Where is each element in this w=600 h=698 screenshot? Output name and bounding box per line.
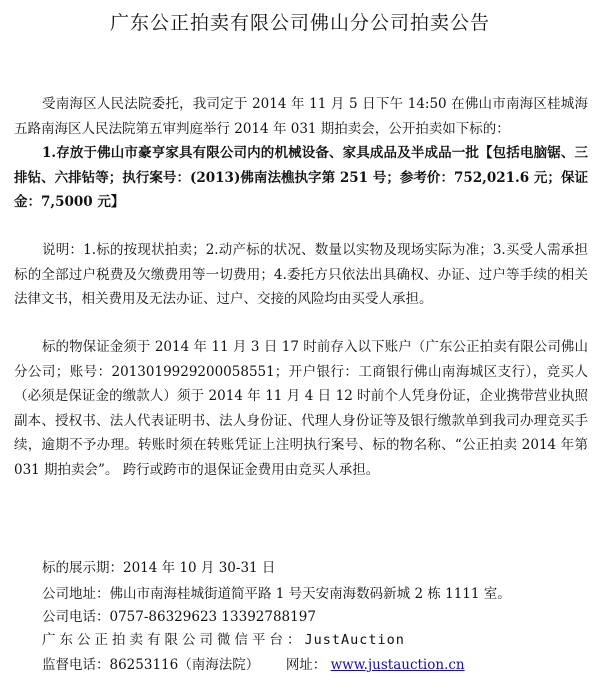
page-title: 广东公正拍卖有限公司佛山分公司拍卖公告: [109, 12, 490, 34]
exhibition-period: 标的展示期：2014 年 10 月 30-31 日: [42, 560, 276, 576]
notes-paragraph: 说明：1.标的按现状拍卖；2.动产标的状况、数量以实物及现场实际为准；3.买受人需承担标的全部过户税费及欠缴费用等一切费用；4.委托方只依法出具确权、办证、过户等手续的相关法律文书，相关费用及无法办证、过户、交接的风险均由买受人承担。: [14, 242, 588, 307]
wechat-label: 广东公正拍卖有限公司微信平台：: [42, 632, 305, 648]
supervision-line: [42, 655, 465, 675]
website-link[interactable]: www.justauction.cn: [330, 657, 465, 673]
supervision-phone: 监督电话：86253116（南海法院）: [42, 657, 260, 673]
deposit-paragraph: 标的物保证金须于 2014 年 11 月 3 日 17 时前存入以下账户（广东公正拍卖有限公司佛山分公司；账号：2013019929200058551；开户银行：工商银行佛山南海城区支行），竞买人（必须是保证金的缴款人）须于 2014 年 11 月 4 日 12 时前个人凭身份证，企业携带营业执照副本、授权书、法人代表证明书、法人身份证、代理人身份证等及银行缴款单到我司办理竞买手续，逾期不予办理。转账时须在转账凭证上注明执行案号、标的物名称、“公正拍卖 2014 年第 031 期拍卖会”。 跨行或跨市的退保证金费用由竞买人承担。: [14, 339, 588, 478]
company-phone: 公司电话：0757-86329623 13392788197: [42, 609, 316, 625]
company-address: 公司地址：佛山市南海桂城街道简平路 1 号天安南海数码新城 2 栋 1111 室。: [42, 586, 511, 602]
intro-paragraph: 受南海区人民法院委托，我司定于 2014 年 11 月 5 日下午 14:50 在佛山市南海区桂城海五路南海区人民法院第五审判庭举行 2014 年 031 期拍卖会，公开拍卖如下标的：: [14, 96, 588, 137]
lot-item-1: 1.存放于佛山市豪亨家具有限公司内的机械设备、家具成品及半成品一批【包括电脑锯、三排钻、六排钻等；执行案号：(2013)佛南法樵执字第 251 号；参考价：752,021.6 元；保证金：7,5000 元】: [14, 145, 588, 210]
wechat-line: [42, 630, 405, 650]
wechat-id: JustAuction: [304, 632, 405, 648]
website-label: 网址：: [285, 657, 327, 673]
